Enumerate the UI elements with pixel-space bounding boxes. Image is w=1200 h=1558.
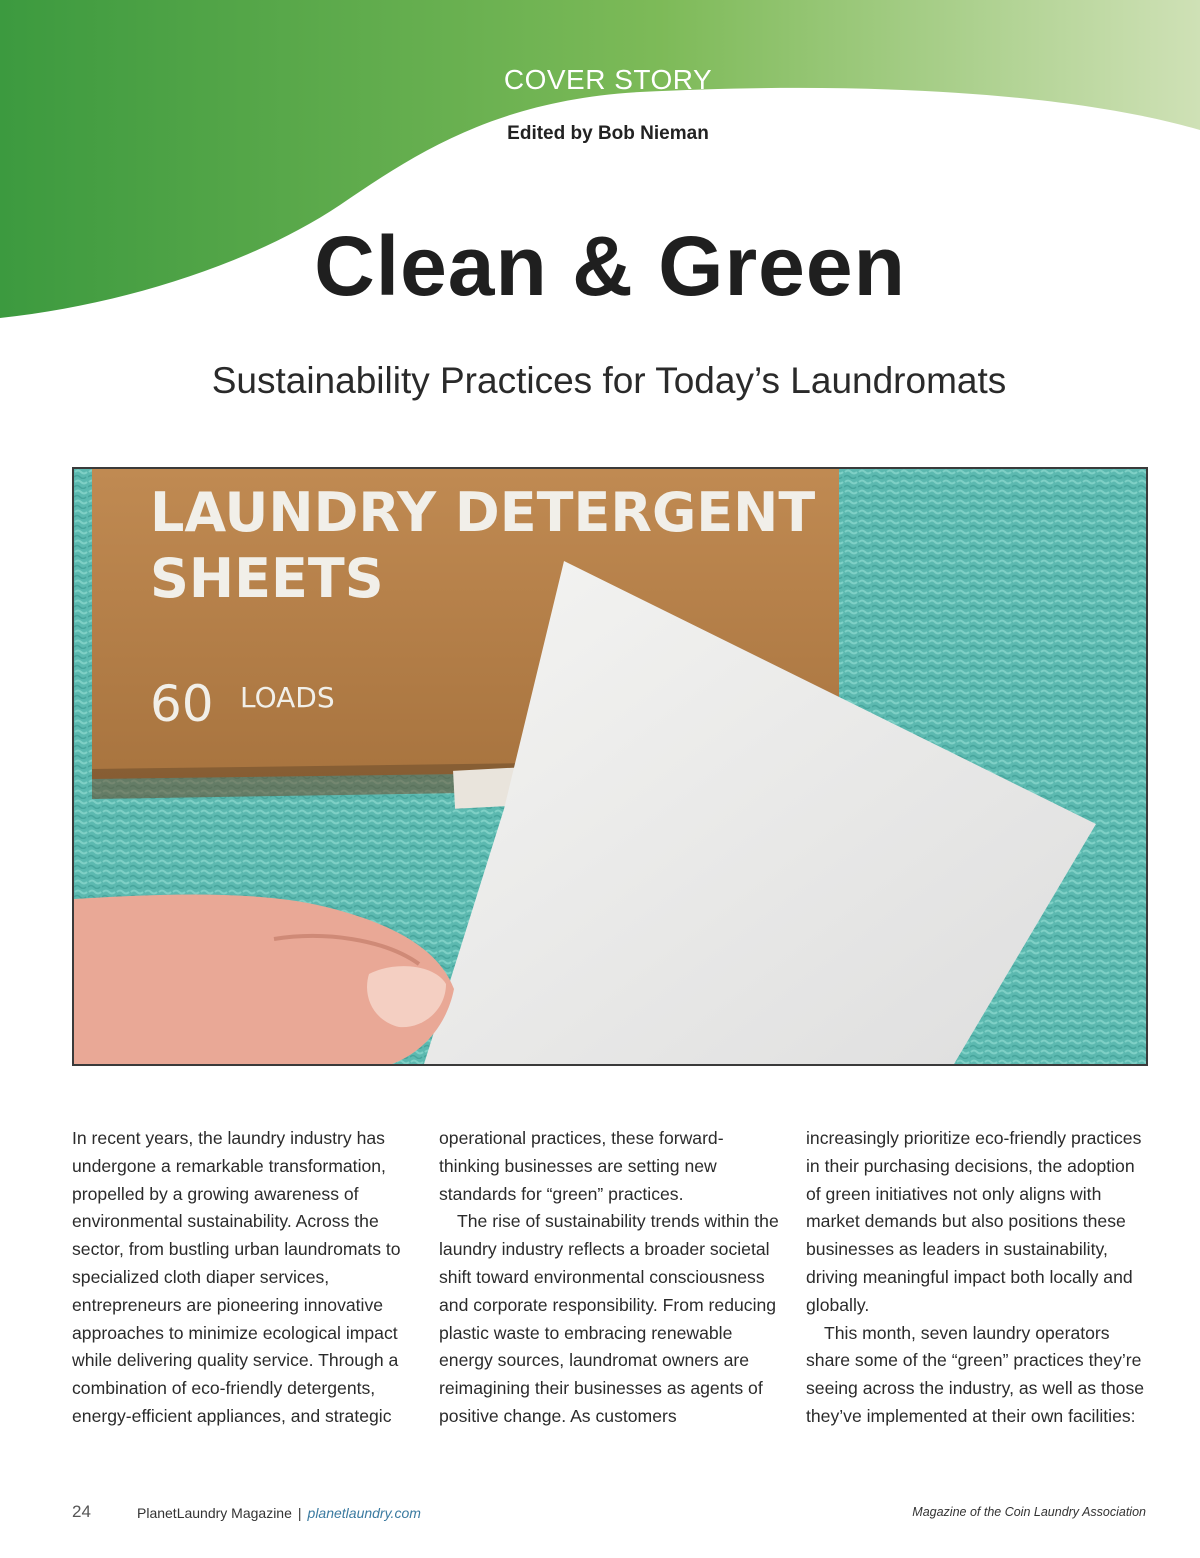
paragraph: The rise of sustainability trends within the laundry industry reflects a broader societal shift toward environmental consciousness and corporate responsibility. From reducing plastic waste to embracing renewable energy sources, laundromat owners are reimagining their businesses as agents of positive change. As customers [439, 1211, 779, 1426]
article-body [72, 1125, 1148, 1431]
article-title: Clean & Green [314, 219, 906, 313]
article-subtitle: Sustainability Practices for Today’s Laundromats [211, 360, 1007, 401]
byline: Edited by Bob Nieman [507, 123, 709, 144]
paragraph: operational practices, these forward-thinking businesses are setting new standards for “green” practices. [439, 1128, 724, 1204]
box-count: 60 [150, 675, 214, 733]
paragraph: increasingly prioritize eco-friendly practices in their purchasing decisions, the adoption of green initiatives not only aligns with market demands but also positions these businesses as leaders in sustainability, driving meaningful impact both locally and globally. [806, 1128, 1142, 1315]
box-text-line2: SHEETS [150, 547, 384, 610]
body-column-2 [439, 1125, 781, 1431]
page-number: 24 [72, 1502, 91, 1521]
publication-line [137, 1505, 421, 1521]
body-column-3 [806, 1125, 1148, 1431]
box-unit: LOADS [240, 681, 335, 714]
paragraph: In recent years, the laundry industry has undergone a remarkable transformation, propelled by a growing awareness of environmental sustainability. Across the sector, from bustling urban laundromats to specialized cloth diaper services, entrepreneurs are pioneering innovative approaches to minimize ecological impact while delivering quality service. Through a combination of eco-friendly detergents, energy-efficient appliances, and strategic [72, 1128, 401, 1426]
photo-illustration [74, 469, 1146, 1064]
footer-separator: | [297, 1505, 302, 1521]
association-tagline: Magazine of the Coin Laundry Association [912, 1505, 1146, 1519]
section-kicker: COVER STORY [503, 64, 713, 95]
paragraph: This month, seven laundry operators share some of the “green” practices they’re seeing across the industry, as well as those they’ve implemented at their own facilities: [806, 1322, 1145, 1426]
publication-name: PlanetLaundry Magazine [137, 1505, 292, 1521]
body-column-1 [72, 1125, 414, 1431]
website-link[interactable]: planetlaundry.com [307, 1505, 421, 1521]
box-text-line1: LAUNDRY DETERGENT [150, 481, 816, 544]
hero-photo [72, 467, 1148, 1066]
